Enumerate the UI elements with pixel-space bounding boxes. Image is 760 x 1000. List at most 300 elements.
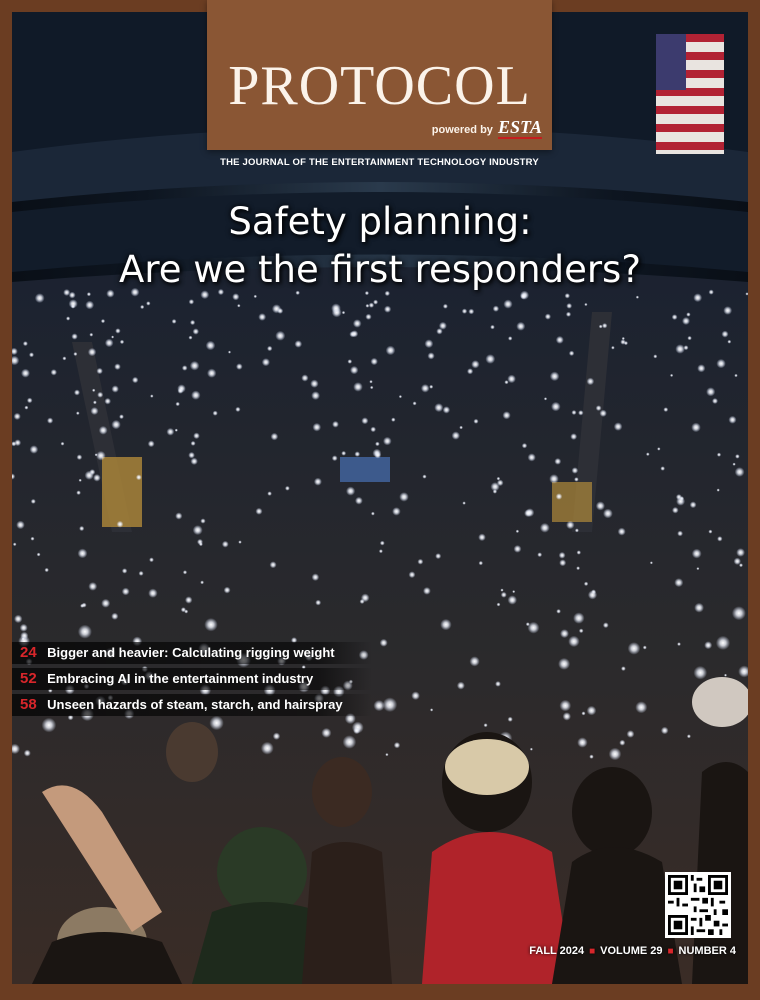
phone-light — [111, 420, 120, 429]
phone-light — [675, 344, 685, 354]
phone-light — [370, 386, 373, 389]
magazine-title: PROTOCOL — [228, 55, 531, 117]
phone-light — [735, 454, 740, 459]
toc-page-number: 24 — [20, 644, 37, 661]
phone-light — [258, 313, 266, 321]
phone-light — [375, 442, 380, 447]
phone-light — [140, 305, 144, 309]
phone-light — [727, 340, 731, 344]
phone-light — [570, 433, 577, 440]
phone-light — [462, 501, 465, 504]
toc-title: Bigger and heavier: Calculating rigging weight — [47, 645, 335, 660]
phone-light — [624, 341, 628, 345]
phone-light — [69, 299, 78, 308]
phone-light — [556, 609, 561, 614]
phone-light — [602, 323, 607, 328]
phone-light — [45, 568, 49, 572]
phone-light — [189, 299, 194, 304]
phone-light — [85, 301, 94, 310]
phone-light — [559, 559, 566, 566]
phone-light — [735, 467, 745, 477]
phone-light — [572, 467, 579, 474]
phone-light — [514, 545, 522, 553]
phone-light — [661, 727, 669, 735]
phone-light — [717, 536, 722, 541]
phone-light — [663, 407, 668, 412]
phone-light — [495, 681, 501, 687]
phone-light — [467, 368, 473, 374]
phone-light — [101, 319, 105, 323]
phone-light — [501, 592, 507, 598]
phone-light — [175, 512, 182, 519]
phone-light — [380, 639, 388, 647]
phone-light — [722, 331, 729, 338]
phone-light — [77, 454, 83, 460]
phone-light — [734, 558, 741, 565]
phone-light — [508, 595, 517, 604]
phone-light — [672, 314, 678, 320]
phone-light — [270, 561, 277, 568]
phone-light — [399, 492, 409, 502]
phone-light — [524, 509, 532, 517]
toc-item — [12, 668, 372, 690]
phone-light — [736, 548, 745, 557]
phone-light — [267, 491, 272, 496]
phone-light — [122, 568, 127, 573]
phone-light — [503, 411, 511, 419]
phone-light — [200, 581, 204, 585]
phone-light — [434, 403, 443, 412]
phone-light — [545, 314, 551, 320]
phone-light — [181, 607, 186, 612]
phone-light — [512, 590, 515, 593]
phone-light — [559, 552, 566, 559]
phone-light — [361, 417, 368, 424]
phone-light — [115, 328, 120, 333]
phone-light — [503, 300, 512, 309]
phone-light — [188, 452, 195, 459]
phone-light — [385, 753, 388, 756]
phone-light — [89, 333, 93, 337]
phone-light — [200, 518, 205, 523]
phone-light — [696, 567, 699, 570]
phone-light — [507, 375, 516, 384]
phone-light — [37, 553, 41, 557]
phone-light — [369, 303, 374, 308]
issue-info — [529, 945, 736, 957]
phone-light — [148, 440, 155, 447]
phone-light — [573, 612, 584, 623]
phone-light — [235, 407, 240, 412]
phone-light — [692, 549, 702, 559]
phone-light — [97, 392, 103, 398]
phone-light — [704, 641, 712, 649]
phone-light — [470, 656, 480, 666]
phone-light — [373, 300, 378, 305]
phone-light — [206, 341, 216, 351]
phone-light — [443, 304, 448, 309]
phone-light — [88, 582, 97, 591]
phone-light — [61, 442, 65, 446]
phone-light — [686, 312, 690, 316]
phone-light — [313, 423, 322, 432]
phone-light — [148, 589, 157, 598]
phone-light — [588, 590, 597, 599]
phone-light — [183, 570, 187, 574]
phone-light — [79, 526, 84, 531]
phone-light — [587, 378, 595, 386]
phone-light — [560, 700, 572, 712]
phone-light — [609, 748, 622, 761]
phone-light — [563, 712, 571, 720]
cover-lines — [12, 642, 372, 720]
phone-light — [332, 421, 339, 428]
phone-light — [31, 499, 36, 504]
phone-light — [73, 352, 77, 356]
phone-light — [423, 587, 431, 595]
phone-light — [346, 487, 355, 496]
phone-light — [355, 451, 361, 457]
phone-light — [96, 451, 106, 461]
phone-light — [587, 706, 597, 716]
phone-light — [277, 308, 283, 314]
phone-light — [428, 352, 435, 359]
phone-light — [24, 406, 28, 410]
phone-light — [236, 363, 243, 370]
phone-light — [14, 413, 21, 420]
phone-light — [687, 734, 691, 738]
phone-light — [71, 333, 77, 339]
phone-light — [497, 603, 501, 607]
phone-light — [295, 340, 303, 348]
phone-light — [485, 354, 495, 364]
phone-light — [566, 303, 572, 309]
phone-light — [383, 697, 398, 712]
phone-light — [409, 571, 416, 578]
phone-light — [576, 566, 580, 570]
phone-light — [95, 453, 98, 456]
phone-light — [394, 742, 400, 748]
phone-light — [462, 309, 467, 314]
phone-light — [150, 394, 153, 397]
phone-light — [122, 588, 130, 596]
phone-light — [76, 490, 81, 495]
phone-light — [422, 475, 426, 479]
phone-light — [182, 365, 188, 371]
phone-light — [732, 606, 746, 620]
phone-light — [117, 521, 124, 528]
phone-light — [222, 541, 229, 548]
phone-light — [384, 306, 391, 313]
phone-light — [712, 398, 718, 404]
phone-light — [556, 336, 564, 344]
phone-light — [474, 419, 479, 424]
phone-light — [193, 433, 200, 440]
separator-square-icon: ■ — [589, 946, 596, 957]
phone-light — [149, 557, 154, 562]
phone-light — [47, 418, 53, 424]
phone-light — [653, 354, 657, 358]
phone-light — [500, 589, 503, 592]
phone-light — [343, 735, 357, 749]
phone-light — [520, 293, 526, 299]
phone-light — [457, 682, 465, 690]
phone-light — [74, 390, 80, 396]
phone-light — [132, 377, 138, 383]
phone-light — [435, 553, 441, 559]
phone-light — [35, 293, 45, 303]
phone-light — [566, 521, 574, 529]
phone-light — [273, 733, 280, 740]
phone-light — [207, 369, 216, 378]
phone-light — [190, 361, 200, 371]
phone-light — [723, 306, 732, 315]
phone-light — [351, 330, 358, 337]
headline-line-2: Are we the first responders? — [119, 248, 641, 291]
phone-light — [717, 489, 720, 492]
phone-light — [684, 345, 689, 350]
phone-light — [582, 711, 586, 715]
phone-light — [677, 642, 681, 646]
phone-light — [493, 306, 499, 312]
phone-light — [621, 666, 626, 671]
phone-light — [139, 571, 144, 576]
phone-light — [646, 452, 650, 456]
phone-light — [566, 312, 571, 317]
phone-light — [574, 477, 579, 482]
phone-light — [78, 549, 88, 559]
phone-light — [674, 578, 683, 587]
phone-light — [694, 666, 708, 680]
phone-light — [729, 416, 737, 424]
phone-light — [341, 451, 346, 456]
phone-light — [27, 398, 33, 404]
phone-light — [479, 561, 483, 565]
phone-light — [568, 636, 579, 647]
phone-light — [560, 629, 569, 638]
phone-light — [342, 311, 345, 314]
cover-headline — [40, 198, 720, 294]
phone-light — [425, 339, 434, 348]
phone-light — [672, 507, 679, 514]
phone-light — [650, 561, 653, 564]
phone-light — [478, 534, 486, 542]
toc-page-number: 52 — [20, 670, 37, 687]
phone-light — [371, 358, 378, 365]
phone-light — [271, 433, 279, 441]
phone-light — [484, 723, 488, 727]
esta-logo: ESTA — [497, 117, 542, 137]
phone-light — [682, 317, 690, 325]
phone-light — [93, 401, 97, 405]
phone-light — [716, 636, 730, 650]
phone-light — [399, 395, 402, 398]
phone-light — [584, 303, 587, 306]
phone-light — [716, 359, 725, 368]
phone-light — [23, 341, 28, 346]
phone-light — [21, 369, 30, 378]
phone-light — [537, 552, 542, 557]
tagline: THE JOURNAL OF THE ENTERTAINMENT TECHNOLOGY INDUSTRY — [220, 157, 539, 168]
phone-light — [189, 336, 193, 340]
phone-light — [167, 428, 175, 436]
phone-light — [185, 596, 192, 603]
phone-light — [530, 748, 533, 751]
phone-light — [361, 594, 370, 603]
phone-light — [391, 418, 395, 422]
phone-light — [554, 458, 561, 465]
phone-light — [91, 407, 99, 415]
phone-light — [677, 531, 683, 537]
phone-light — [111, 613, 118, 620]
phone-light — [193, 328, 199, 334]
phone-light — [596, 501, 605, 510]
phone-light — [670, 374, 673, 377]
powered-by — [432, 117, 542, 138]
toc-item — [12, 694, 372, 716]
toc-page-number: 58 — [20, 696, 37, 713]
phone-light — [691, 423, 701, 433]
phone-light — [261, 742, 274, 755]
phone-light — [706, 387, 715, 396]
phone-light — [491, 482, 500, 491]
phone-light — [99, 426, 108, 435]
phone-light — [508, 336, 512, 340]
phone-light — [558, 658, 570, 670]
phone-light — [97, 368, 103, 374]
phone-light — [657, 447, 660, 450]
phone-light — [176, 402, 180, 406]
phone-light — [178, 388, 184, 394]
phone-light — [267, 346, 272, 351]
phone-light — [193, 525, 203, 535]
phone-light — [285, 486, 290, 491]
phone-light — [697, 364, 705, 372]
phone-light — [30, 445, 39, 454]
phone-light — [430, 708, 433, 711]
phone-light — [204, 618, 217, 631]
phone-light — [551, 402, 561, 412]
phone-light — [733, 463, 736, 466]
phone-light — [635, 701, 647, 713]
phone-light — [614, 422, 623, 431]
toc-item — [12, 642, 372, 664]
phone-light — [191, 391, 200, 400]
phone-light — [191, 441, 196, 446]
qr-code-icon[interactable] — [665, 872, 731, 938]
phone-light — [528, 622, 540, 634]
phone-light — [717, 453, 721, 457]
phone-light — [676, 497, 685, 506]
masthead — [207, 0, 552, 150]
phone-light — [348, 359, 353, 364]
phone-light — [569, 351, 574, 356]
phone-light — [708, 530, 712, 534]
phone-light — [549, 474, 559, 484]
phone-light — [254, 295, 257, 298]
phone-light — [380, 541, 385, 546]
phone-light — [421, 384, 430, 393]
phone-light — [199, 542, 203, 546]
phone-light — [104, 398, 111, 405]
phone-light — [516, 322, 525, 331]
phone-light — [471, 360, 479, 368]
phone-light — [392, 507, 401, 516]
phone-light — [29, 352, 34, 357]
phone-light — [369, 380, 372, 383]
phone-light — [544, 397, 547, 400]
phone-light — [411, 691, 420, 700]
phone-light — [436, 328, 442, 334]
phone-light — [315, 600, 321, 606]
phone-light — [92, 389, 95, 392]
phone-light — [429, 385, 433, 389]
phone-light — [383, 437, 392, 446]
issue-number: NUMBER 4 — [678, 945, 736, 957]
phone-light — [31, 537, 35, 541]
phone-light — [694, 603, 704, 613]
phone-light — [603, 509, 613, 519]
phone-light — [79, 479, 82, 482]
phone-light — [51, 369, 57, 375]
phone-light — [459, 426, 463, 430]
phone-light — [191, 458, 198, 465]
phone-light — [101, 599, 110, 608]
phone-light — [76, 411, 80, 415]
phone-light — [599, 325, 603, 329]
phone-light — [618, 528, 626, 536]
phone-light — [687, 336, 691, 340]
phone-light — [528, 453, 536, 461]
phone-light — [366, 304, 370, 308]
phone-light — [256, 508, 263, 515]
phone-light — [228, 351, 231, 354]
phone-light — [355, 497, 363, 505]
phone-light — [600, 410, 607, 417]
phone-light — [589, 755, 593, 759]
toc-title: Embracing AI in the entertainment industry — [47, 671, 314, 686]
phone-light — [321, 728, 331, 738]
phone-light — [310, 380, 318, 388]
phone-light — [190, 320, 195, 325]
phone-light — [628, 642, 641, 655]
phone-light — [365, 314, 371, 320]
phone-light — [275, 331, 285, 341]
phone-light — [311, 391, 320, 400]
phone-light — [105, 339, 114, 348]
phone-light — [379, 549, 383, 553]
phone-light — [413, 401, 417, 405]
phone-light — [690, 501, 697, 508]
phone-light — [78, 625, 92, 639]
phone-light — [85, 471, 94, 480]
phone-light — [146, 301, 150, 305]
headline-line-1: Safety planning: — [228, 200, 532, 243]
phone-light — [16, 521, 25, 530]
powered-by-label: powered by — [431, 124, 493, 136]
phone-light — [213, 411, 218, 416]
phone-light — [374, 452, 381, 459]
separator-square-icon: ■ — [667, 946, 674, 957]
phone-light — [332, 455, 338, 461]
phone-light — [596, 405, 602, 411]
phone-light — [238, 540, 241, 543]
phone-light — [350, 366, 358, 374]
phone-light — [584, 582, 588, 586]
phone-light — [522, 443, 527, 448]
phone-light — [172, 319, 177, 324]
phone-light — [452, 431, 460, 439]
